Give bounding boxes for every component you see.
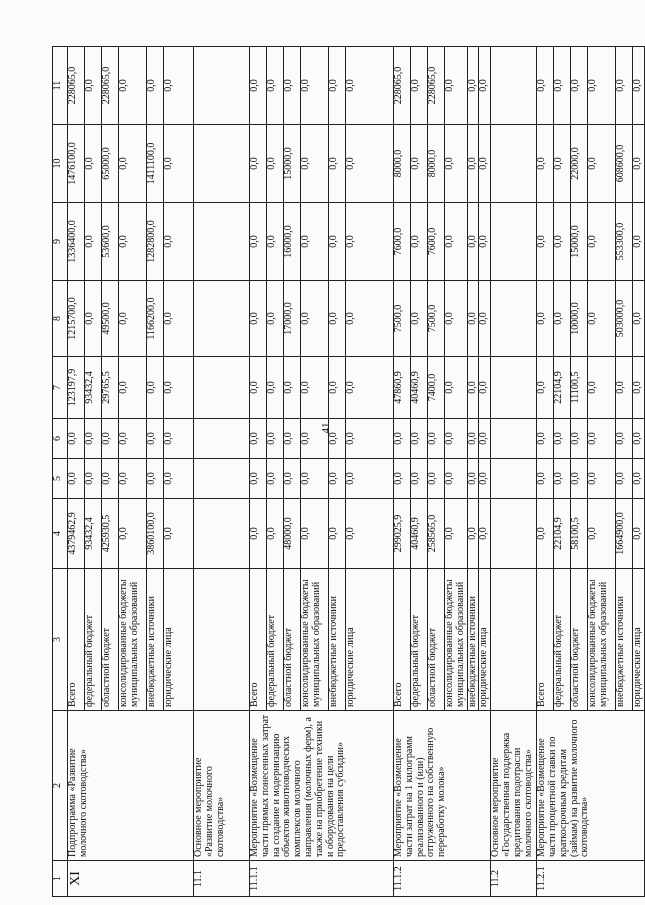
amount-cell: 0,0 <box>479 459 491 499</box>
amount-cell: 0,0 <box>633 125 645 203</box>
amount-cell: 608600,0 <box>616 125 633 203</box>
amount-cell: 11100,5 <box>571 357 588 419</box>
amount-cell: 0,0 <box>588 203 616 281</box>
amount-cell: 0,0 <box>467 499 479 569</box>
amount-cell: 0,0 <box>633 47 645 125</box>
amount-cell <box>194 125 250 203</box>
amount-cell: 0,0 <box>119 459 147 499</box>
amount-cell: 0,0 <box>164 419 194 459</box>
funding-source: Всего <box>394 569 411 711</box>
row-code: 11.1.2 <box>394 861 491 897</box>
amount-cell: 48000,0 <box>284 499 301 569</box>
amount-cell: 1476100,0 <box>68 125 85 203</box>
amount-cell: 10000,0 <box>571 281 588 357</box>
amount-cell: 0,0 <box>301 459 329 499</box>
amount-cell: 3860100,0 <box>147 499 164 569</box>
amount-cell <box>194 459 250 499</box>
amount-cell: 0,0 <box>445 459 468 499</box>
funding-source: областной бюджет <box>428 569 445 711</box>
amount-cell: 8000,0 <box>394 125 411 203</box>
amount-cell: 0,0 <box>588 47 616 125</box>
amount-cell <box>491 125 537 203</box>
column-number: 11 <box>53 47 68 125</box>
amount-cell: 0,0 <box>537 419 554 459</box>
funding-source: юридические лица <box>164 569 194 711</box>
amount-cell: 0,0 <box>301 125 329 203</box>
amount-cell <box>491 203 537 281</box>
amount-cell: 0,0 <box>633 499 645 569</box>
amount-cell: 0,0 <box>537 281 554 357</box>
amount-cell: 0,0 <box>85 281 102 357</box>
amount-cell: 7400,0 <box>428 357 445 419</box>
amount-cell: 0,0 <box>479 499 491 569</box>
amount-cell: 0,0 <box>571 459 588 499</box>
amount-cell: 53600,0 <box>102 203 119 281</box>
table-row <box>250 47 267 897</box>
amount-cell: 0,0 <box>164 281 194 357</box>
amount-cell: 0,0 <box>633 357 645 419</box>
funding-source: юридические лица <box>633 569 645 711</box>
budget-sheet <box>52 47 642 897</box>
amount-cell: 0,0 <box>588 499 616 569</box>
funding-source: федеральный бюджет <box>267 569 284 711</box>
amount-cell <box>194 357 250 419</box>
amount-cell: 0,0 <box>537 125 554 203</box>
column-number: 9 <box>53 203 68 281</box>
amount-cell: 0,0 <box>346 357 394 419</box>
amount-cell: 93432,4 <box>85 357 102 419</box>
amount-cell: 425930,5 <box>102 499 119 569</box>
amount-cell: 0,0 <box>554 459 571 499</box>
amount-cell <box>491 47 537 125</box>
amount-cell: 0,0 <box>346 47 394 125</box>
amount-cell: 0,0 <box>329 499 346 569</box>
funding-source: внебюджетные источники <box>467 569 479 711</box>
amount-cell: 0,0 <box>164 499 194 569</box>
amount-cell: 0,0 <box>284 419 301 459</box>
amount-cell: 0,0 <box>616 47 633 125</box>
amount-cell: 0,0 <box>119 281 147 357</box>
amount-cell: 228065,0 <box>428 47 445 125</box>
amount-cell: 0,0 <box>428 459 445 499</box>
amount-cell: 0,0 <box>588 357 616 419</box>
amount-cell: 0,0 <box>284 47 301 125</box>
amount-cell: 0,0 <box>479 47 491 125</box>
amount-cell: 0,0 <box>329 47 346 125</box>
funding-source: юридические лица <box>346 569 394 711</box>
amount-cell <box>194 419 250 459</box>
amount-cell <box>194 499 250 569</box>
amount-cell: 0,0 <box>445 47 468 125</box>
budget-table <box>52 46 645 897</box>
amount-cell: 0,0 <box>301 499 329 569</box>
amount-cell: 22000,0 <box>571 125 588 203</box>
measure-name: Мероприятие «Возмещение части прямых понесенных затрат на создание и модернизацию объектов животноводческих комплексов молочного направления (молочных ферм), а также на приобретение техники и оборудования на цели предоставления субсидии» <box>250 711 394 861</box>
amount-cell: 29765,5 <box>102 357 119 419</box>
amount-cell: 0,0 <box>571 47 588 125</box>
amount-cell: 0,0 <box>467 281 479 357</box>
amount-cell: 0,0 <box>467 419 479 459</box>
funding-source: юридические лица <box>479 569 491 711</box>
column-number: 7 <box>53 357 68 419</box>
amount-cell: 0,0 <box>267 459 284 499</box>
amount-cell: 0,0 <box>479 281 491 357</box>
amount-cell: 1166200,0 <box>147 281 164 357</box>
amount-cell: 49500,0 <box>102 281 119 357</box>
amount-cell: 7500,0 <box>394 281 411 357</box>
amount-cell: 0,0 <box>554 419 571 459</box>
amount-cell: 0,0 <box>329 419 346 459</box>
column-number-row <box>53 47 68 897</box>
amount-cell: 16000,0 <box>284 203 301 281</box>
column-number: 5 <box>53 459 68 499</box>
row-code: 11.2 <box>491 861 537 897</box>
amount-cell: 0,0 <box>119 499 147 569</box>
amount-cell: 0,0 <box>537 47 554 125</box>
amount-cell: 0,0 <box>479 357 491 419</box>
funding-source: областной бюджет <box>284 569 301 711</box>
amount-cell: 0,0 <box>346 459 394 499</box>
amount-cell: 0,0 <box>267 419 284 459</box>
funding-source <box>194 569 250 711</box>
amount-cell: 65000,0 <box>102 125 119 203</box>
amount-cell: 0,0 <box>119 47 147 125</box>
amount-cell: 0,0 <box>479 125 491 203</box>
amount-cell: 0,0 <box>346 125 394 203</box>
amount-cell: 15000,0 <box>571 203 588 281</box>
amount-cell: 8000,0 <box>428 125 445 203</box>
amount-cell: 0,0 <box>411 125 428 203</box>
amount-cell: 93432,4 <box>85 499 102 569</box>
funding-source: консолидированные бюджеты муниципальных образований <box>301 569 329 711</box>
amount-cell: 22104,9 <box>554 499 571 569</box>
amount-cell: 0,0 <box>445 499 468 569</box>
amount-cell: 0,0 <box>85 47 102 125</box>
measure-name: Основное мероприятие «Развитие молочного скотоводства» <box>194 711 250 861</box>
amount-cell: 0,0 <box>588 419 616 459</box>
amount-cell: 0,0 <box>467 203 479 281</box>
amount-cell: 0,0 <box>267 357 284 419</box>
amount-cell: 4379462,9 <box>68 499 85 569</box>
amount-cell: 0,0 <box>329 125 346 203</box>
amount-cell: 0,0 <box>147 47 164 125</box>
measure-name: Мероприятие «Возмещение части затрат на 1 килограмм реализованного и (или) отгруженного на собственную переработку молока» <box>394 711 491 861</box>
amount-cell: 0,0 <box>479 419 491 459</box>
amount-cell: 0,0 <box>250 125 267 203</box>
amount-cell: 0,0 <box>346 499 394 569</box>
amount-cell: 0,0 <box>119 203 147 281</box>
amount-cell: 7500,0 <box>428 281 445 357</box>
amount-cell: 0,0 <box>467 459 479 499</box>
amount-cell: 0,0 <box>119 419 147 459</box>
amount-cell: 299025,9 <box>394 499 411 569</box>
amount-cell: 17000,0 <box>284 281 301 357</box>
amount-cell: 0,0 <box>554 203 571 281</box>
amount-cell: 0,0 <box>164 459 194 499</box>
amount-cell: 0,0 <box>301 47 329 125</box>
amount-cell: 0,0 <box>68 419 85 459</box>
funding-source: внебюджетные источники <box>329 569 346 711</box>
funding-source: Всего <box>537 569 554 711</box>
amount-cell: 0,0 <box>164 125 194 203</box>
amount-cell: 0,0 <box>164 203 194 281</box>
funding-source: Всего <box>250 569 267 711</box>
amount-cell: 0,0 <box>445 203 468 281</box>
amount-cell: 228065,0 <box>102 47 119 125</box>
amount-cell <box>194 47 250 125</box>
amount-cell: 0,0 <box>411 419 428 459</box>
amount-cell: 0,0 <box>394 419 411 459</box>
amount-cell: 0,0 <box>346 281 394 357</box>
amount-cell: 0,0 <box>147 419 164 459</box>
amount-cell: 0,0 <box>284 357 301 419</box>
amount-cell: 0,0 <box>147 459 164 499</box>
amount-cell: 0,0 <box>85 459 102 499</box>
amount-cell: 0,0 <box>467 357 479 419</box>
amount-cell: 58100,5 <box>571 499 588 569</box>
amount-cell: 0,0 <box>267 125 284 203</box>
amount-cell: 0,0 <box>250 203 267 281</box>
amount-cell: 0,0 <box>102 419 119 459</box>
amount-cell <box>491 459 537 499</box>
amount-cell: 0,0 <box>267 499 284 569</box>
amount-cell: 0,0 <box>616 419 633 459</box>
amount-cell: 0,0 <box>588 459 616 499</box>
amount-cell: 0,0 <box>554 125 571 203</box>
amount-cell: 0,0 <box>588 281 616 357</box>
measure-name: Мероприятие «Возмещение части процентной ставки по краткосрочным кредитам (займам) на развитие молочного скотоводства» <box>537 711 645 861</box>
column-number: 8 <box>53 281 68 357</box>
column-number: 10 <box>53 125 68 203</box>
column-number: 2 <box>53 711 68 861</box>
amount-cell: 0,0 <box>250 281 267 357</box>
funding-source: внебюджетные источники <box>616 569 633 711</box>
amount-cell: 0,0 <box>250 419 267 459</box>
amount-cell: 503000,0 <box>616 281 633 357</box>
amount-cell: 0,0 <box>633 459 645 499</box>
amount-cell: 0,0 <box>616 357 633 419</box>
amount-cell: 0,0 <box>616 459 633 499</box>
amount-cell: 15000,0 <box>284 125 301 203</box>
amount-cell: 228065,0 <box>394 47 411 125</box>
amount-cell: 0,0 <box>119 125 147 203</box>
amount-cell: 0,0 <box>445 281 468 357</box>
amount-cell <box>491 281 537 357</box>
amount-cell: 0,0 <box>537 499 554 569</box>
amount-cell: 0,0 <box>445 419 468 459</box>
row-code: 11.1 <box>194 861 250 897</box>
amount-cell: 0,0 <box>164 357 194 419</box>
table-row <box>537 47 554 897</box>
amount-cell: 0,0 <box>147 357 164 419</box>
amount-cell: 0,0 <box>346 203 394 281</box>
funding-source: консолидированные бюджеты муниципальных образований <box>119 569 147 711</box>
amount-cell <box>194 281 250 357</box>
amount-cell: 0,0 <box>445 357 468 419</box>
amount-cell: 0,0 <box>329 357 346 419</box>
amount-cell: 40460,9 <box>411 357 428 419</box>
amount-cell: 7600,0 <box>428 203 445 281</box>
amount-cell: 0,0 <box>250 357 267 419</box>
funding-source: консолидированные бюджеты муниципальных образований <box>445 569 468 711</box>
amount-cell: 0,0 <box>537 203 554 281</box>
column-number: 3 <box>53 569 68 711</box>
amount-cell: 0,0 <box>537 357 554 419</box>
amount-cell: 0,0 <box>85 419 102 459</box>
amount-cell: 0,0 <box>411 47 428 125</box>
amount-cell: 1282800,0 <box>147 203 164 281</box>
amount-cell: 0,0 <box>479 203 491 281</box>
amount-cell: 0,0 <box>102 459 119 499</box>
table-row <box>68 47 85 897</box>
amount-cell: 0,0 <box>301 281 329 357</box>
funding-source: областной бюджет <box>102 569 119 711</box>
funding-source: областной бюджет <box>571 569 588 711</box>
amount-cell: 7600,0 <box>394 203 411 281</box>
amount-cell: 0,0 <box>346 419 394 459</box>
amount-cell: 0,0 <box>301 419 329 459</box>
amount-cell: 0,0 <box>394 459 411 499</box>
funding-source: внебюджетные источники <box>147 569 164 711</box>
amount-cell: 0,0 <box>633 281 645 357</box>
amount-cell <box>194 203 250 281</box>
row-code: XI <box>68 861 194 897</box>
amount-cell: 0,0 <box>588 125 616 203</box>
amount-cell: 0,0 <box>301 357 329 419</box>
amount-cell: 0,0 <box>411 203 428 281</box>
amount-cell: 0,0 <box>284 459 301 499</box>
funding-source: консолидированные бюджеты муниципальных образований <box>588 569 616 711</box>
funding-source: федеральный бюджет <box>411 569 428 711</box>
measure-name: Основное мероприятие «Государственная поддержка кредитования подотрасли молочного скотоводства» <box>491 711 537 861</box>
amount-cell <box>491 419 537 459</box>
amount-cell: 0,0 <box>467 47 479 125</box>
amount-cell: 0,0 <box>411 459 428 499</box>
table-row <box>394 47 411 897</box>
amount-cell: 0,0 <box>267 203 284 281</box>
table-row <box>194 47 250 897</box>
amount-cell: 0,0 <box>267 281 284 357</box>
column-number: 6 <box>53 419 68 459</box>
amount-cell: 0,0 <box>554 281 571 357</box>
amount-cell: 1411100,0 <box>147 125 164 203</box>
amount-cell <box>491 499 537 569</box>
amount-cell: 0,0 <box>633 203 645 281</box>
amount-cell: 0,0 <box>329 203 346 281</box>
amount-cell: 0,0 <box>164 47 194 125</box>
amount-cell: 0,0 <box>68 459 85 499</box>
amount-cell: 47860,9 <box>394 357 411 419</box>
page-number: 41 <box>320 422 332 434</box>
amount-cell: 0,0 <box>329 281 346 357</box>
amount-cell: 123197,9 <box>68 357 85 419</box>
amount-cell: 0,0 <box>537 459 554 499</box>
amount-cell: 553300,0 <box>616 203 633 281</box>
amount-cell: 0,0 <box>85 125 102 203</box>
measure-name: Подпрограмма «Развитие молочного скотоводства» <box>68 711 194 861</box>
amount-cell: 1215700,0 <box>68 281 85 357</box>
funding-source: федеральный бюджет <box>554 569 571 711</box>
amount-cell: 228065,0 <box>68 47 85 125</box>
funding-source: федеральный бюджет <box>85 569 102 711</box>
amount-cell: 0,0 <box>633 419 645 459</box>
amount-cell: 0,0 <box>250 47 267 125</box>
amount-cell: 1664900,0 <box>616 499 633 569</box>
column-number: 4 <box>53 499 68 569</box>
amount-cell: 0,0 <box>267 47 284 125</box>
amount-cell: 0,0 <box>119 357 147 419</box>
amount-cell: 0,0 <box>467 125 479 203</box>
amount-cell <box>491 357 537 419</box>
amount-cell: 0,0 <box>571 419 588 459</box>
amount-cell: 0,0 <box>554 47 571 125</box>
row-code: 11.1.1 <box>250 861 394 897</box>
table-row <box>491 47 537 897</box>
amount-cell: 0,0 <box>329 459 346 499</box>
column-number: 1 <box>53 861 68 897</box>
amount-cell: 0,0 <box>301 203 329 281</box>
row-code: 11.2.1 <box>537 861 645 897</box>
amount-cell: 1336400,0 <box>68 203 85 281</box>
funding-source: Всего <box>68 569 85 711</box>
amount-cell: 0,0 <box>411 281 428 357</box>
amount-cell: 40460,9 <box>411 499 428 569</box>
amount-cell: 0,0 <box>85 203 102 281</box>
amount-cell: 258565,0 <box>428 499 445 569</box>
funding-source <box>491 569 537 711</box>
amount-cell: 0,0 <box>445 125 468 203</box>
amount-cell: 22104,9 <box>554 357 571 419</box>
amount-cell: 0,0 <box>428 419 445 459</box>
amount-cell: 0,0 <box>250 499 267 569</box>
amount-cell: 0,0 <box>250 459 267 499</box>
